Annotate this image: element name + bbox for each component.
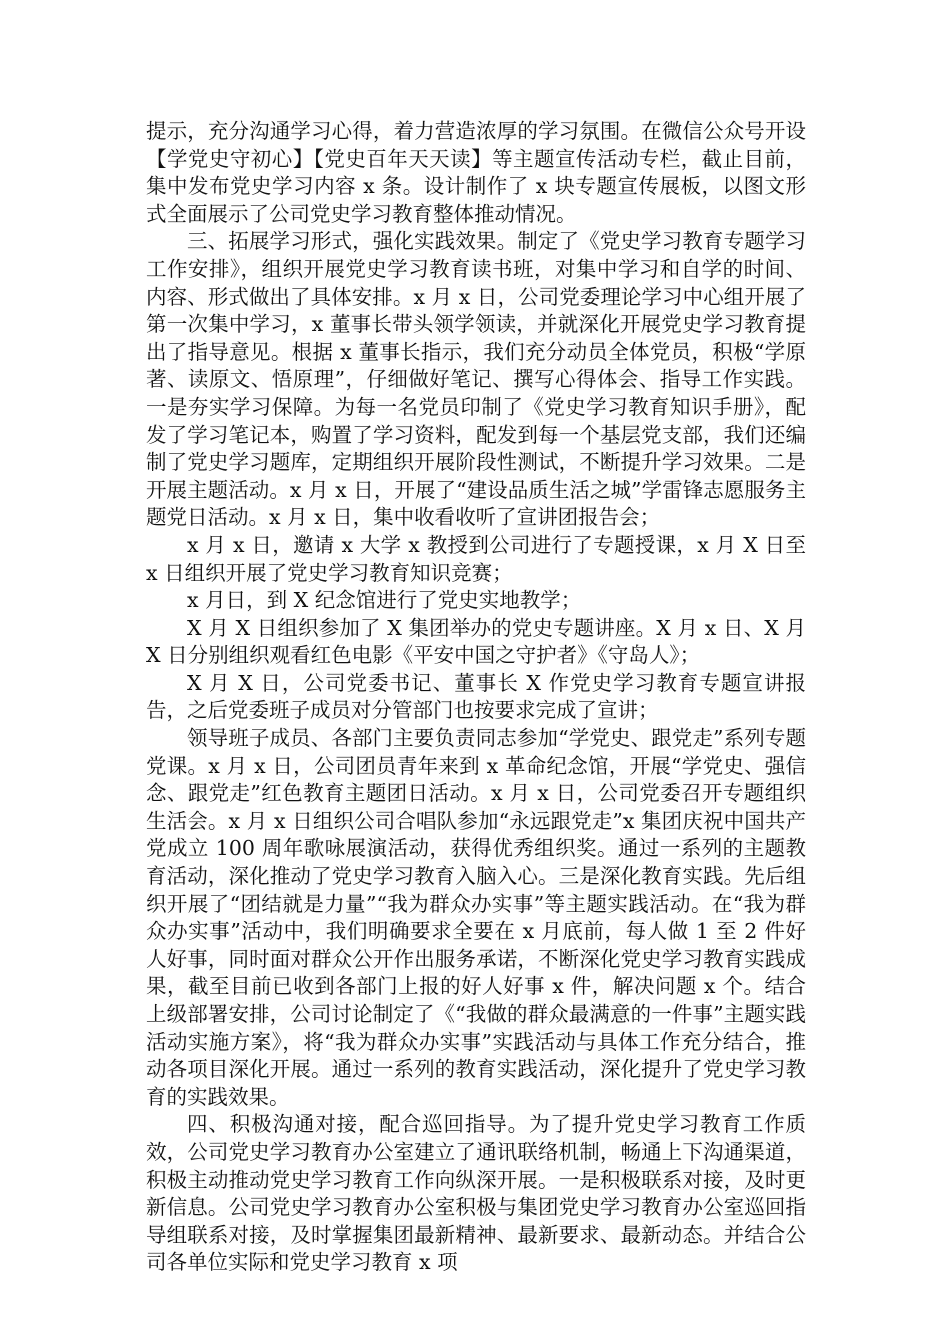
paragraph-special-report: X 月 X 日，公司党委书记、董事长 X 作党史学习教育专题宣讲报告，之后党委班子成员对分管部门也按要求完成了宣讲； <box>146 670 806 723</box>
paragraph-section-three: 三、拓展学习形式，强化实践效果。制定了《党史学习教育专题学习工作安排》，组织开展党史学习教育读书班，对集中学习和自学的时间、内容、形式做出了具体安排。x 月 x 日，公司党委理论学习中心组开展了第一次集中学习，x 董事长带头领学领读，并就深化开展党史学习教育提出了指导意见。根据 x 董事长指示，我们充分动员全体党员，积极“学原著、读原文、悟原理”，仔细做好笔记、撰写心得体会、指导工作实践。一是夯实学习保障。为每一名党员印制了《党史学习教育知识手册》，配发了学习笔记本，购置了学习资料，配发到每一个基层党支部，我们还编制了党史学习题库，定期组织开展阶段性测试，不断提升学习效果。二是开展主题活动。x 月 x 日，开展了“建设品质生活之城”学雷锋志愿服务主题党日活动。x 月 x 日，集中收看收听了宣讲团报告会； <box>146 229 806 530</box>
document-body <box>146 118 806 1277</box>
paragraph-lecture-competition: x 月 x 日，邀请 x 大学 x 教授到公司进行了专题授课，x 月 X 日至 x 日组织开展了党史学习教育知识竞赛； <box>146 532 806 585</box>
paragraph-party-lessons: 领导班子成员、各部门主要负责同志参加“学党史、跟党走”系列专题党课。x 月 x 日，公司团员青年来到 x 革命纪念馆，开展“学党史、强信念、跟党走”红色教育主题团日活动。x 月 x 日，公司党委召开专题组织生活会。x 月 x 日组织公司合唱队参加“永远跟党走”x 集团庆祝中国共产党成立 100 周年歌咏展演活动，获得优秀组织奖。通过一系列的主题教育活动，深化推动了党史学习教育入脑入心。三是深化教育实践。先后组织开展了“团结就是力量”“我为群众办实事”等主题实践活动。在“我为群众办实事”活动中，我们明确要求全要在 x 月底前，每人做 1 至 2 件好人好事，同时面对群众公开作出服务承诺，不断深化党史学习教育实践成果，截至目前已收到各部门上报的好人好事 x 件，解决问题 x 个。结合上级部署安排，公司讨论制定了《“我做的群众最满意的一件事”主题实践活动实施方案》，将“我为群众办实事”实践活动与具体工作充分结合，推动各项目深化开展。通过一系列的教育实践活动，深化提升了党史学习教育的实践效果。 <box>146 726 806 1109</box>
paragraph-continuation: 提示，充分沟通学习心得，着力营造浓厚的学习氛围。在微信公众号开设【学党史守初心】【党史百年天天读】等主题宣传活动专栏，截止目前，集中发布党史学习内容 x 条。设计制作了 x 块专题宣传展板，以图文形式全面展示了公司党史学习教育整体推动情况。 <box>146 119 806 226</box>
paragraph-history-lecture: X 月 X 日组织参加了 X 集团举办的党史专题讲座。X 月 x 日、X 月 X 日分别组织观看红色电影《平安中国之守护者》《守岛人》； <box>146 615 806 668</box>
paragraph-section-four: 四、积极沟通对接，配合巡回指导。为了提升党史学习教育工作质效，公司党史学习教育办公室建立了通讯联络机制，畅通上下沟通渠道，积极主动推动党史学习教育工作向纵深开展。一是积极联系对接，及时更新信息。公司党史学习教育办公室积极与集团党史学习教育办公室巡回指导组联系对接，及时掌握集团最新精神、最新要求、最新动态。并结合公司各单位实际和党史学习教育 x 项 <box>146 1112 806 1275</box>
paragraph-memorial-visit: x 月日，到 X 纪念馆进行了党史实地教学； <box>187 588 582 613</box>
